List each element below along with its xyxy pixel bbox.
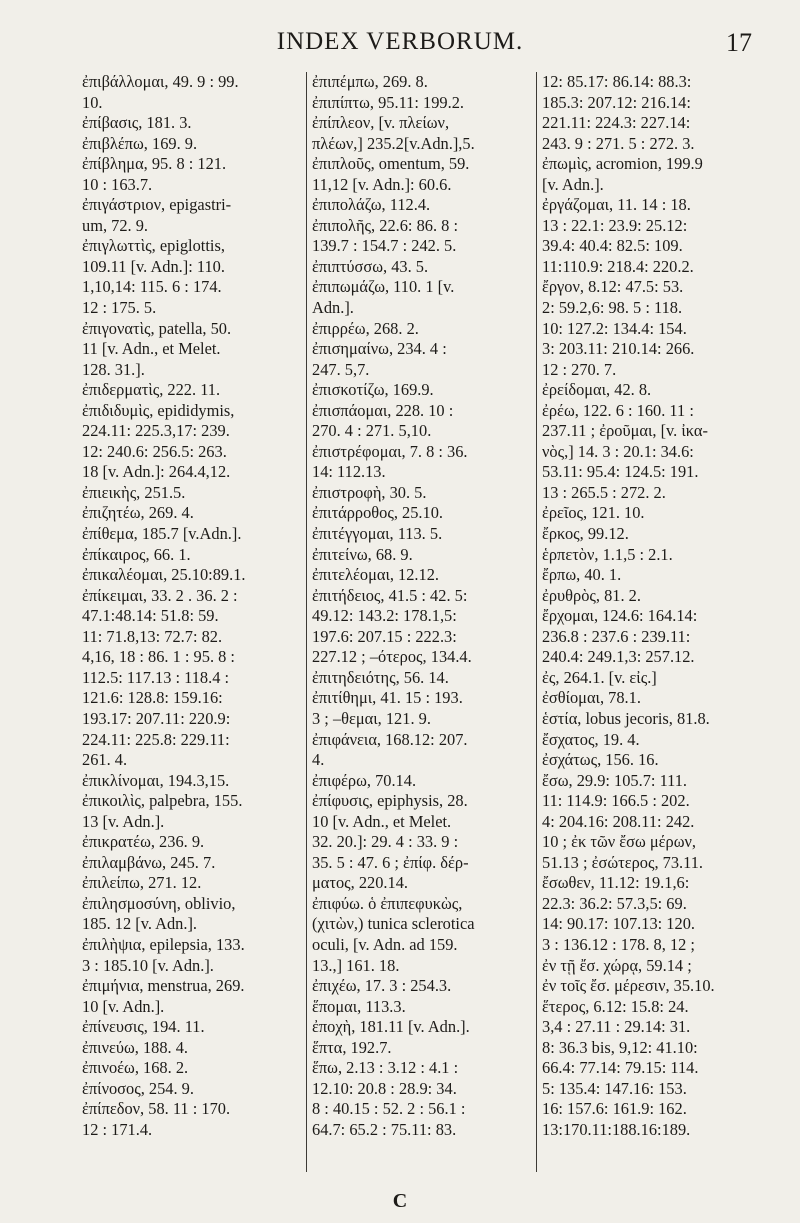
index-line: 12: 240.6: 256.5: 263. <box>82 441 227 461</box>
index-line: 16: 157.6: 161.9: 162. <box>542 1099 687 1119</box>
index-line: ἐπιτείνω, 68. 9. <box>312 544 413 564</box>
index-line: ἐρεῖος, 121. 10. <box>542 503 645 523</box>
index-line: 3: 203.11: 210.14: 266. <box>542 339 695 359</box>
index-line: 8 : 40.15 : 52. 2 : 56.1 : <box>312 1099 466 1119</box>
index-line: ἐσθίομαι, 78.1. <box>542 688 641 708</box>
index-line: oculi, [v. Adn. ad 159. <box>312 934 458 954</box>
index-line: ἐπιτήδειος, 41.5 : 42. 5: <box>312 585 468 605</box>
index-line: 221.11: 224.3: 227.14: <box>542 113 691 133</box>
column-divider <box>306 72 307 1172</box>
index-line: ἐσχάτως, 156. 16. <box>542 750 659 770</box>
index-line: ἐπιπίπτω, 95.11: 199.2. <box>312 92 464 112</box>
index-line: ἐπικλίνομαι, 194.3,15. <box>82 770 230 790</box>
index-line: 14: 90.17: 107.13: 120. <box>542 914 695 934</box>
index-line: 10. <box>82 92 103 112</box>
index-line: 53.11: 95.4: 124.5: 191. <box>542 462 699 482</box>
index-line: 47.1:48.14: 51.8: 59. <box>82 606 219 626</box>
index-line: ἐπισημαίνω, 234. 4 : <box>312 339 447 359</box>
index-line: 11:110.9: 218.4: 220.2. <box>542 256 694 276</box>
index-line: ἐπισπάομαι, 228. 10 : <box>312 400 454 420</box>
index-line: ἐπίβλημα, 95. 8 : 121. <box>82 154 227 174</box>
index-line: ἐπιφύω. ὁ ἐπιπεφυκὼς, <box>312 893 463 913</box>
index-line: 8: 36.3 bis, 9,12: 41.10: <box>542 1037 698 1057</box>
index-line: ἐρείδομαι, 42. 8. <box>542 380 652 400</box>
index-line: ἐπιεικὴς, 251.5. <box>82 482 186 502</box>
index-line: ἐπινοέω, 168. 2. <box>82 1058 189 1078</box>
index-line: 10 ; ἐκ τῶν ἔσω μέρων, <box>542 832 697 852</box>
index-line: 4. <box>312 750 325 770</box>
index-line: 13.,] 161. 18. <box>312 955 400 975</box>
index-line: ἔσωθεν, 11.12: 19.1,6: <box>542 873 690 893</box>
index-line: 261. 4. <box>82 750 128 770</box>
index-line: ἐπιδερματὶς, 222. 11. <box>82 380 221 400</box>
index-line: 109.11 [v. Adn.]: 110. <box>82 256 225 276</box>
index-line: πλέων,] 235.2[v.Adn.],5. <box>312 133 475 153</box>
index-line: ἐπιγάστριον, epigastri- <box>82 195 232 215</box>
index-line: ἐπιπτύσσω, 43. 5. <box>312 256 429 276</box>
index-line: 49.12: 143.2: 178.1,5: <box>312 606 457 626</box>
index-line: 13 [v. Adn.]. <box>82 811 165 831</box>
index-line: ἐποχὴ, 181.11 [v. Adn.]. <box>312 1017 470 1037</box>
index-line: ἐπιτέγγομαι, 113. 5. <box>312 524 443 544</box>
index-line: ἐπιλησμοσύνη, oblivio, <box>82 893 236 913</box>
index-line: ἐπίπλεον, [v. πλείων, <box>312 113 450 133</box>
index-line: ἐπινεύω, 188. 4. <box>82 1037 189 1057</box>
index-line: ἐν τοῖς ἔσ. μέρεσιν, 35.10. <box>542 976 715 996</box>
page-number: 17 <box>726 28 752 57</box>
index-line: 13 : 22.1: 23.9: 25.12: <box>542 215 688 235</box>
index-line: ἐπιλὴψια, epilepsia, 133. <box>82 934 245 954</box>
index-line: ἕπομαι, 113.3. <box>312 996 406 1016</box>
index-line: 236.8 : 237.6 : 239.11: <box>542 626 691 646</box>
index-line: ἐπιπλοῦς, omentum, 59. <box>312 154 470 174</box>
index-line: ἔρπω, 40. 1. <box>542 565 622 585</box>
index-line: ἐπιγονατὶς, patella, 50. <box>82 318 232 338</box>
index-line: ἐπίκαιρος, 66. 1. <box>82 544 191 564</box>
index-line: 10 [v. Adn., et Melet. <box>312 811 452 831</box>
index-line: ἐπωμὶς, acromion, 199.9 <box>542 154 703 174</box>
index-line: ἐπίφυσις, epiphysis, 28. <box>312 791 468 811</box>
index-line: ἐπίθεμα, 185.7 [v.Adn.]. <box>82 524 242 544</box>
index-line: ἐπιμήνια, menstrua, 269. <box>82 976 245 996</box>
index-line: 64.7: 65.2 : 75.11: 83. <box>312 1119 457 1139</box>
index-line: 237.11 ; ἐροῦμαι, [v. ἰκα- <box>542 421 708 441</box>
column-divider <box>536 72 537 1172</box>
index-line: ἐν τῇ ἔσ. χώρᾳ, 59.14 ; <box>542 955 692 975</box>
index-line: 10 [v. Adn.]. <box>82 996 165 1016</box>
index-line: ἑρπετὸν, 1.1,5 : 2.1. <box>542 544 673 564</box>
index-line: 13:170.11:188.16:189. <box>542 1119 691 1139</box>
index-line: 3 : 185.10 [v. Adn.]. <box>82 955 214 975</box>
index-line: ἐπιπέμπω, 269. 8. <box>312 72 428 91</box>
index-line: 11,12 [v. Adn.]: 60.6. <box>312 174 452 194</box>
index-line: ματος, 220.14. <box>312 873 409 893</box>
index-column-1 <box>82 72 304 1172</box>
index-line: ἔρκος, 99.12. <box>542 524 629 544</box>
index-line: 3 ; –θεμαι, 121. 9. <box>312 708 431 728</box>
index-column-2 <box>312 72 534 1172</box>
index-line: ἐπιρρέω, 268. 2. <box>312 318 419 338</box>
index-line: 13 : 265.5 : 272. 2. <box>542 482 666 502</box>
index-line: ἐργάζομαι, 11. 14 : 18. <box>542 195 691 215</box>
index-line: ἕτερος, 6.12: 15.8: 24. <box>542 996 689 1016</box>
index-line: ἐπιβλέπω, 169. 9. <box>82 133 198 153</box>
index-line: 240.4: 249.1,3: 257.12. <box>542 647 695 667</box>
index-line: ἐπιφέρω, 70.14. <box>312 770 417 790</box>
index-line: 12: 85.17: 86.14: 88.3: <box>542 72 692 91</box>
index-line: 12.10: 20.8 : 28.9: 34. <box>312 1078 457 1098</box>
index-line: ἔρχομαι, 124.6: 164.14: <box>542 606 698 626</box>
index-line: Adn.]. <box>312 298 354 318</box>
index-line: ἐπιχέω, 17. 3 : 254.3. <box>312 976 452 996</box>
index-line: ἐπιπολάζω, 112.4. <box>312 195 431 215</box>
index-line: ἐπικοιλὶς, palpebra, 155. <box>82 791 243 811</box>
index-line: ἐπιλαμβάνω, 245. 7. <box>82 852 216 872</box>
index-line: ἐρυθρὸς, 81. 2. <box>542 585 641 605</box>
index-line: 185. 12 [v. Adn.]. <box>82 914 198 934</box>
index-line: νὸς,] 14. 3 : 20.1: 34.6: <box>542 441 694 461</box>
index-line: ἐπιλείπω, 271. 12. <box>82 873 202 893</box>
index-line: 4: 204.16: 208.11: 242. <box>542 811 695 831</box>
index-line: ἐπίβασις, 181. 3. <box>82 113 192 133</box>
index-column-3 <box>542 72 764 1172</box>
index-line: ἐπιστρέφομαι, 7. 8 : 36. <box>312 441 468 461</box>
index-line: ἐπιτελέομαι, 12.12. <box>312 565 440 585</box>
index-line: [v. Adn.]. <box>542 174 604 194</box>
index-line: ἐπιτάρροθος, 25.10. <box>312 503 444 523</box>
index-line: ἐπιδιδυμὶς, epididymis, <box>82 400 235 420</box>
index-line: 11: 71.8,13: 72.7: 82. <box>82 626 223 646</box>
index-line: 3 : 136.12 : 178. 8, 12 ; <box>542 934 695 954</box>
index-line: 5: 135.4: 147.16: 153. <box>542 1078 687 1098</box>
index-line: ἐπίκειμαι, 33. 2 . 36. 2 : <box>82 585 238 605</box>
index-line: 270. 4 : 271. 5,10. <box>312 421 432 441</box>
index-line: ἔργον, 8.12: 47.5: 53. <box>542 277 684 297</box>
index-line: um, 72. 9. <box>82 215 149 235</box>
index-line: ἐπισκοτίζω, 169.9. <box>312 380 434 400</box>
index-line: 32. 20.]: 29. 4 : 33. 9 : <box>312 832 459 852</box>
index-line: 22.3: 36.2: 57.3,5: 69. <box>542 893 687 913</box>
index-line: 10: 127.2: 134.4: 154. <box>542 318 687 338</box>
index-line: 121.6: 128.8: 159.16: <box>82 688 223 708</box>
index-line: 11 [v. Adn., et Melet. <box>82 339 221 359</box>
index-line: 14: 112.13. <box>312 462 386 482</box>
index-line: 12 : 171.4. <box>82 1119 153 1139</box>
index-line: ἔσχατος, 19. 4. <box>542 729 640 749</box>
index-line: ἕπτα, 192.7. <box>312 1037 392 1057</box>
index-line: (χιτὼν,) tunica sclerotica <box>312 914 475 934</box>
index-line: ἕπω, 2.13 : 3.12 : 4.1 : <box>312 1058 459 1078</box>
index-line: 10 : 163.7. <box>82 174 153 194</box>
index-line: ἐπίπεδον, 58. 11 : 170. <box>82 1099 231 1119</box>
index-line: 139.7 : 154.7 : 242. 5. <box>312 236 457 256</box>
index-line: ἐπικρατέω, 236. 9. <box>82 832 205 852</box>
index-line: ἐπίνοσος, 254. 9. <box>82 1078 194 1098</box>
index-line: 224.11: 225.8: 229.11: <box>82 729 230 749</box>
index-line: ἐρέω, 122. 6 : 160. 11 : <box>542 400 694 420</box>
index-line: ἐπιστροφὴ, 30. 5. <box>312 482 427 502</box>
index-line: ἐπικαλέομαι, 25.10:89.1. <box>82 565 246 585</box>
running-title: INDEX VERBORUM. <box>276 28 524 55</box>
index-line: 197.6: 207.15 : 222.3: <box>312 626 457 646</box>
index-line: ἐπιγλωττὶς, epiglottis, <box>82 236 225 256</box>
index-line: 4,16, 18 : 86. 1 : 95. 8 : <box>82 647 235 667</box>
index-line: 227.12 ; –ότερος, 134.4. <box>312 647 472 667</box>
index-line: ἐπιφάνεια, 168.12: 207. <box>312 729 468 749</box>
index-line: 11: 114.9: 166.5 : 202. <box>542 791 690 811</box>
index-line: 3,4 : 27.11 : 29.14: 31. <box>542 1017 691 1037</box>
index-line: ἐπιπολῆς, 22.6: 86. 8 : <box>312 215 459 235</box>
index-line: 243. 9 : 271. 5 : 272. 3. <box>542 133 695 153</box>
index-line: 193.17: 207.11: 220.9: <box>82 708 231 728</box>
index-line: 35. 5 : 47. 6 ; ἐπίφ. δέρ- <box>312 852 469 872</box>
index-line: 18 [v. Adn.]: 264.4,12. <box>82 462 231 482</box>
index-line: 224.11: 225.3,17: 239. <box>82 421 230 441</box>
index-line: ἐπιζητέω, 269. 4. <box>82 503 194 523</box>
index-line: 12 : 270. 7. <box>542 359 617 379</box>
index-line: ἐπιτηδειότης, 56. 14. <box>312 667 449 687</box>
index-line: ἔσω, 29.9: 105.7: 111. <box>542 770 688 790</box>
index-line: ἑστία, lobus jecoris, 81.8. <box>542 708 710 728</box>
index-line: ἐς, 264.1. [v. εἰς.] <box>542 667 657 687</box>
signature-mark: C <box>392 1190 408 1212</box>
index-line: ἐπιβάλλομαι, 49. 9 : 99. <box>82 72 239 91</box>
index-line: ἐπιπωμάζω, 110. 1 [v. <box>312 277 455 297</box>
index-line: 128. 31.]. <box>82 359 145 379</box>
index-line: 247. 5,7. <box>312 359 370 379</box>
index-columns <box>76 72 766 1172</box>
index-line: 12 : 175. 5. <box>82 298 157 318</box>
index-line: 39.4: 40.4: 82.5: 109. <box>542 236 683 256</box>
index-line: 2: 59.2,6: 98. 5 : 118. <box>542 298 683 318</box>
index-line: ἐπίνευσις, 194. 11. <box>82 1017 205 1037</box>
index-line: 185.3: 207.12: 216.14: <box>542 92 691 112</box>
index-line: 1,10,14: 115. 6 : 174. <box>82 277 222 297</box>
index-line: 66.4: 77.14: 79.15: 114. <box>542 1058 699 1078</box>
index-line: 51.13 ; ἐσώτερος, 73.11. <box>542 852 704 872</box>
index-line: 112.5: 117.13 : 118.4 : <box>82 667 230 687</box>
page-header <box>0 28 800 64</box>
index-line: ἐπιτίθημι, 41. 15 : 193. <box>312 688 463 708</box>
